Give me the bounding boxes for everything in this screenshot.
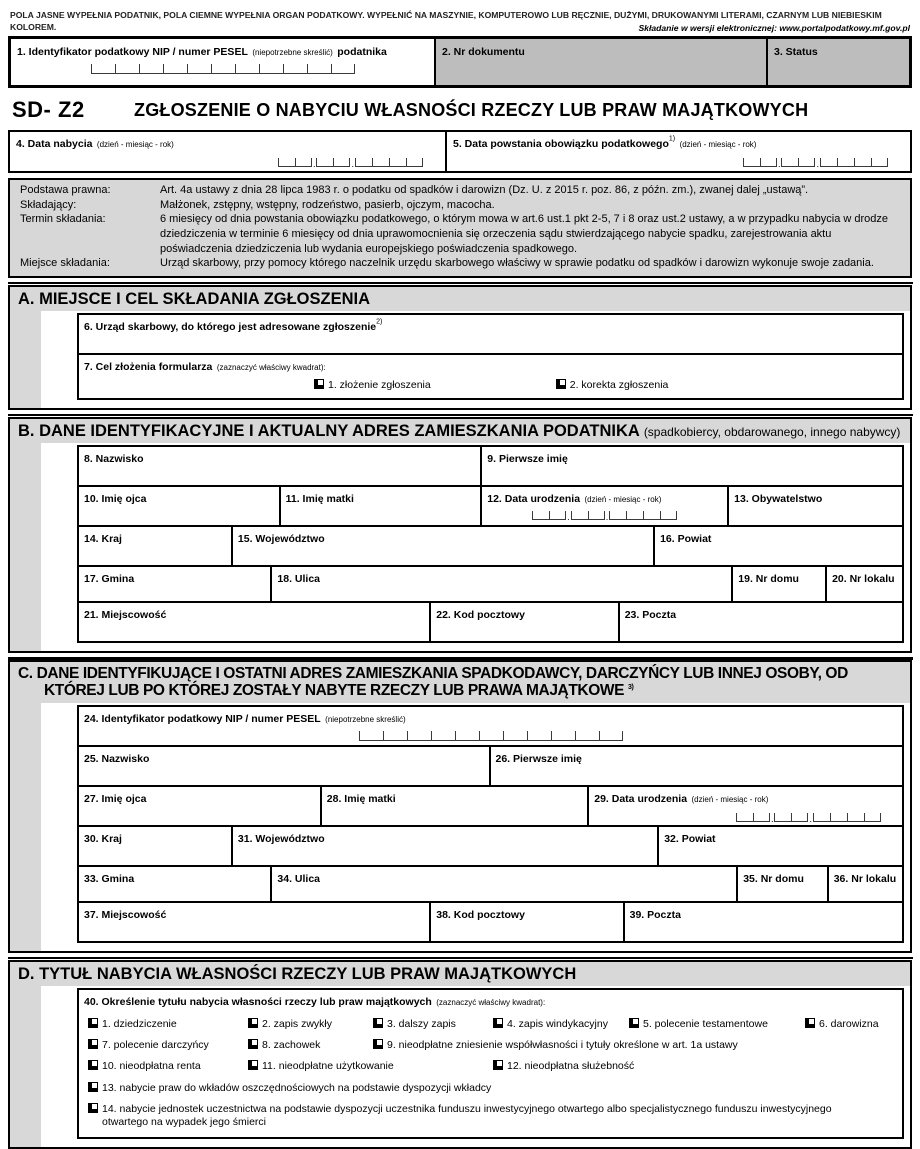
- field-7-note: (zaznaczyć właściwy kwadrat):: [216, 363, 326, 373]
- option-label: 2. korekta zgłoszenia: [569, 379, 669, 392]
- identification-row: [8, 36, 912, 88]
- legal-info-row: [20, 183, 900, 198]
- field-13-obywatelstwo[interactable]: [729, 487, 902, 525]
- dates-row: [8, 130, 912, 173]
- checkbox-zachowek[interactable]: [248, 1039, 258, 1049]
- field-25-nazwisko[interactable]: [79, 747, 491, 785]
- field-24-note: (niepotrzebne skreślić): [325, 714, 406, 724]
- option-polecenie-testamentowe[interactable]: [629, 1018, 805, 1031]
- field-1-note: (niepotrzebne skreślić): [252, 48, 333, 58]
- checkbox-nieodplatna-renta[interactable]: [88, 1060, 98, 1070]
- field-1-nip-pesel[interactable]: [11, 39, 436, 85]
- legal-info-text: Art. 4a ustawy z dnia 28 lipca 1983 r. o podatku od spadków i darowizn (Dz. U. z 2015 r. poz. 86, z późn. zm.), zwanej dalej „ustawą”.: [160, 184, 809, 197]
- section-c-title: C. DANE IDENTYFIKUJĄCE I OSTATNI ADRES ZAMIESZKANIA SPADKODAWCY, DARCZYŃCY LUB INNEJ OSOBY, OD KTÓREJ LUB PO KTÓREJ ZOSTAŁY NABYTE RZECZY LUB PRAWA MAJĄTKOWE: [18, 665, 848, 700]
- option-label: 1. dziedziczenie: [102, 1018, 177, 1031]
- legal-info-label: Miejsce składania:: [20, 257, 110, 270]
- field-16-label: 16. Powiat: [660, 533, 712, 545]
- field-12-data-urodzenia[interactable]: [482, 487, 729, 525]
- section-b: [8, 417, 912, 653]
- field-20-label: 20. Nr lokalu: [832, 573, 895, 585]
- section-b-body: [10, 443, 910, 651]
- field-3-status: [768, 39, 909, 85]
- option-darowizna[interactable]: [805, 1018, 879, 1031]
- legal-info-label: Podstawa prawna:: [20, 184, 111, 197]
- field-27-imie-ojca[interactable]: [79, 787, 322, 825]
- field-18-ulica[interactable]: [272, 567, 733, 601]
- section-c-body: [10, 703, 910, 951]
- legal-info-text: Małżonek, zstępny, wstępny, rodzeństwo, pasierb, ojczym, macocha.: [160, 198, 495, 211]
- checkbox-dalszy-zapis[interactable]: [373, 1018, 383, 1028]
- option-label: 4. zapis windykacyjny: [507, 1018, 608, 1031]
- checkbox-polecenie-testamentowe[interactable]: [629, 1018, 639, 1028]
- field-29-data-urodzenia[interactable]: [589, 787, 902, 825]
- field-4-date-comb-input[interactable]: . .: [278, 158, 423, 167]
- field-10-imie-ojca[interactable]: [79, 487, 281, 525]
- field-29-date-comb-input[interactable]: . .: [736, 813, 881, 822]
- option-label: 8. zachowek: [262, 1039, 321, 1052]
- field-40-note: (zaznaczyć właściwy kwadrat):: [436, 998, 546, 1008]
- checkbox-wklady-oszczednosciowe[interactable]: [88, 1082, 98, 1092]
- option-label: 12. nieodpłatna służebność: [507, 1060, 635, 1073]
- field-26-pierwsze-imie[interactable]: [491, 747, 903, 785]
- option-zniesienie-wspolwlasnosci[interactable]: [373, 1039, 738, 1052]
- field-6-label: 6. Urząd skarbowy, do którego jest adresowane zgłoszenie: [84, 321, 377, 334]
- checkbox-nieodplatne-uzytkowanie[interactable]: [248, 1060, 258, 1070]
- option-polecenie-darczyncy[interactable]: [88, 1039, 248, 1052]
- section-a: [8, 285, 912, 410]
- field-34-ulica[interactable]: [272, 867, 738, 901]
- option-wklady-oszczednosciowe[interactable]: [88, 1082, 491, 1095]
- field-22-label: 22. Kod pocztowy: [436, 609, 525, 621]
- field-38-kod-pocztowy[interactable]: [431, 903, 624, 941]
- option-label: 3. dalszy zapis: [387, 1018, 456, 1031]
- field-12-label: 12. Data urodzenia: [487, 493, 581, 505]
- option-korekta-zgloszenia[interactable]: [556, 379, 669, 392]
- option-nieodplatna-sluzebnosc[interactable]: [493, 1060, 634, 1073]
- field-11-label: 11. Imię matki: [285, 493, 354, 505]
- checkbox-polecenie-darczyncy[interactable]: [88, 1039, 98, 1049]
- field-15-wojewodztwo[interactable]: [233, 527, 655, 565]
- efiling-note: Składanie w wersji elektronicznej: www.portalpodatkowy.mf.gov.pl: [638, 23, 910, 34]
- section-a-header: A. MIEJSCE I CEL SKŁADANIA ZGŁOSZENIA: [10, 287, 910, 311]
- field-18-label: 18. Ulica: [277, 573, 321, 585]
- field-39-poczta[interactable]: [625, 903, 902, 941]
- field-12-date-comb-input[interactable]: . .: [532, 511, 677, 520]
- option-label: 1. złożenie zgłoszenia: [328, 379, 431, 392]
- section-a-body: [10, 311, 910, 407]
- field-1-label: 1. Identyfikator podatkowy NIP / numer PESEL: [17, 46, 248, 59]
- option-dalszy-zapis[interactable]: [373, 1018, 493, 1031]
- checkbox-jednostki-uczestnictwa[interactable]: [88, 1103, 98, 1113]
- option-label: 10. nieodpłatna renta: [102, 1060, 201, 1073]
- fill-instructions-text: POLA JASNE WYPEŁNIA PODATNIK, POLA CIEMNE WYPEŁNIA ORGAN PODATKOWY. WYPEŁNIĆ NA MASZYNIE, KOMPUTEROWO LUB RĘCZNIE, DUŻYMI, DRUKOWANYMI LITERAMI, CZARNYM LUB NIEBIESKIM KOLOREM.: [10, 10, 882, 32]
- field-9-pierwsze-imie[interactable]: [482, 447, 902, 485]
- field-4-note: (dzień - miesiąc - rok): [96, 140, 174, 150]
- field-5-label: 5. Data powstania obowiązku podatkowego: [453, 138, 669, 151]
- field-1-suffix: podatnika: [337, 46, 387, 59]
- legal-info-row: [20, 212, 900, 256]
- field-3-label: 3. Status: [774, 46, 818, 59]
- field-5-footnote-ref: 1): [668, 135, 676, 143]
- option-zapis-windykacyjny[interactable]: [493, 1018, 629, 1031]
- field-38-label: 38. Kod pocztowy: [436, 908, 525, 921]
- field-27-label: 27. Imię ojca: [84, 792, 147, 805]
- field-21-label: 21. Miejscowość: [84, 609, 167, 621]
- checkbox-korekta-zgloszenia[interactable]: [556, 379, 566, 389]
- option-dziedziczenie[interactable]: [88, 1018, 248, 1031]
- field-35-label: 35. Nr domu: [743, 872, 804, 885]
- field-33-gmina[interactable]: [79, 867, 272, 901]
- section-d: [8, 960, 912, 1149]
- section-d-body: [10, 986, 910, 1147]
- option-zachowek[interactable]: [248, 1039, 373, 1052]
- nip-pesel-comb-input[interactable]: [91, 64, 355, 74]
- field-20-nr-lokalu[interactable]: [827, 567, 902, 601]
- form-code: SD- Z2: [12, 97, 85, 123]
- field-17-label: 17. Gmina: [84, 573, 135, 585]
- field-30-kraj[interactable]: [79, 827, 233, 865]
- field-30-label: 30. Kraj: [84, 832, 122, 845]
- field-8-nazwisko[interactable]: [79, 447, 482, 485]
- field-32-powiat[interactable]: [659, 827, 902, 865]
- field-5-data-obowiazku[interactable]: [447, 132, 910, 171]
- option-label: 7. polecenie darczyńcy: [102, 1039, 209, 1052]
- field-37-label: 37. Miejscowość: [84, 908, 167, 921]
- form-title-row: [8, 88, 912, 130]
- field-4-label: 4. Data nabycia: [16, 138, 93, 151]
- checkbox-zapis-windykacyjny[interactable]: [493, 1018, 503, 1028]
- field-31-label: 31. Województwo: [237, 832, 325, 845]
- legal-info-label: Składający:: [20, 198, 77, 211]
- section-c-footnote-ref: 3): [627, 684, 634, 692]
- field-12-note: (dzień - miesiąc - rok): [584, 495, 662, 504]
- legal-info-box: [8, 178, 912, 278]
- option-label: 14. nabycie jednostek uczestnictwa na podstawie dyspozycji uczestnika funduszu inwestycyjnego otwartego albo specjalistycznego funduszu inwestycyjnego otwartego na wypadek jego śmierci: [102, 1102, 832, 1128]
- field-14-label: 14. Kraj: [84, 533, 122, 545]
- field-24-comb-input[interactable]: [359, 731, 623, 741]
- field-33-label: 33. Gmina: [84, 872, 135, 885]
- legal-info-row: [20, 256, 900, 271]
- field-26-label: 26. Pierwsze imię: [495, 752, 582, 765]
- field-6-urzad-skarbowy[interactable]: [79, 315, 902, 353]
- field-15-label: 15. Województwo: [237, 533, 325, 545]
- legal-info-text: Urząd skarbowy, przy pomocy którego naczelnik urzędu skarbowego właściwy w sprawie podatku od spadków i darowizn wykonuje swoje zadania.: [160, 257, 874, 270]
- field-16-powiat[interactable]: [655, 527, 902, 565]
- form-instructions: [10, 10, 910, 33]
- field-21-miejscowosc[interactable]: [79, 603, 431, 641]
- option-nieodplatne-uzytkowanie[interactable]: [248, 1060, 493, 1073]
- section-c-header: [10, 662, 910, 703]
- option-zlozenie-zgloszenia[interactable]: [314, 379, 431, 392]
- field-9-label: 9. Pierwsze imię: [487, 453, 568, 465]
- legal-info-label: Termin składania:: [20, 213, 106, 226]
- checkbox-nieodplatna-sluzebnosc[interactable]: [493, 1060, 503, 1070]
- field-2-nr-dokumentu: [436, 39, 768, 85]
- field-29-note: (dzień - miesiąc - rok): [691, 794, 769, 804]
- field-2-label: 2. Nr dokumentu: [442, 46, 525, 59]
- field-35-nr-domu[interactable]: [738, 867, 829, 901]
- field-4-data-nabycia[interactable]: [10, 132, 447, 171]
- field-31-wojewodztwo[interactable]: [233, 827, 659, 865]
- field-25-label: 25. Nazwisko: [84, 752, 150, 765]
- option-nieodplatna-renta[interactable]: [88, 1060, 248, 1073]
- field-19-nr-domu[interactable]: [733, 567, 827, 601]
- field-24-label: 24. Identyfikator podatkowy NIP / numer PESEL: [84, 712, 321, 725]
- field-23-poczta[interactable]: [620, 603, 902, 641]
- field-29-label: 29. Data urodzenia: [594, 792, 688, 805]
- field-32-label: 32. Powiat: [664, 832, 716, 845]
- field-7-cel-zlozenia: [79, 355, 902, 397]
- field-14-kraj[interactable]: [79, 527, 233, 565]
- option-label: 11. nieodpłatne użytkowanie: [262, 1060, 394, 1073]
- option-zapis-zwykly[interactable]: [248, 1018, 373, 1031]
- section-b-header: [10, 419, 910, 443]
- field-6-footnote-ref: 2): [376, 319, 383, 327]
- field-5-note: (dzień - miesiąc - rok): [679, 140, 757, 150]
- checkbox-dziedziczenie[interactable]: [88, 1018, 98, 1028]
- checkbox-darowizna[interactable]: [805, 1018, 815, 1028]
- section-b-title-note: (spadkobiercy, obdarowanego, innego nabywcy): [643, 424, 901, 439]
- field-5-date-comb-input[interactable]: . .: [743, 158, 888, 167]
- field-36-nr-lokalu[interactable]: [829, 867, 902, 901]
- field-7-label: 7. Cel złożenia formularza: [84, 361, 213, 374]
- field-37-miejscowosc[interactable]: [79, 903, 431, 941]
- field-34-label: 34. Ulica: [277, 872, 321, 885]
- option-label: 5. polecenie testamentowe: [643, 1018, 768, 1031]
- field-22-kod-pocztowy[interactable]: [431, 603, 619, 641]
- field-17-gmina[interactable]: [79, 567, 272, 601]
- section-c: [8, 660, 912, 953]
- field-28-imie-matki[interactable]: [322, 787, 589, 825]
- checkbox-zniesienie-wspolwlasnosci[interactable]: [373, 1039, 383, 1049]
- field-8-label: 8. Nazwisko: [84, 453, 144, 465]
- option-jednostki-uczestnictwa[interactable]: [88, 1103, 872, 1129]
- section-b-title: B. DANE IDENTYFIKACYJNE I AKTUALNY ADRES ZAMIESZKANIA PODATNIKA: [18, 421, 640, 440]
- field-39-label: 39. Poczta: [629, 908, 681, 921]
- field-36-label: 36. Nr lokalu: [833, 872, 897, 885]
- field-28-label: 28. Imię matki: [326, 792, 396, 805]
- option-label: 2. zapis zwykły: [262, 1018, 333, 1031]
- checkbox-zapis-zwykly[interactable]: [248, 1018, 258, 1028]
- field-19-label: 19. Nr domu: [738, 573, 799, 585]
- field-24-nip-pesel[interactable]: [79, 707, 902, 745]
- form-title: ZGŁOSZENIE O NABYCIU WŁASNOŚCI RZECZY LUB PRAW MAJĄTKOWYCH: [134, 99, 809, 120]
- section-d-header: D. TYTUŁ NABYCIA WŁASNOŚCI RZECZY LUB PRAW MAJĄTKOWYCH: [10, 962, 910, 986]
- field-10-label: 10. Imię ojca: [84, 493, 147, 505]
- option-label: 13. nabycie praw do wkładów oszczędnościowych na podstawie dyspozycji wkładcy: [102, 1081, 492, 1094]
- legal-info-row: [20, 198, 900, 213]
- legal-info-text: 6 miesięcy od dnia powstania obowiązku podatkowego, o którym mowa w art.6 ust.1 pkt 2-5, 7 i 8 oraz ust.2 ustawy, a w przypadku nabycia w drodze dziedziczenia w terminie 6 miesięcy od dnia uprawomocnienia się orzeczenia sądu stwierdzającego nabycie spadku, zarejestrowania aktu poświadczenia dziedziczenia lub wydania europejskiego poświadczenia spadkowego.: [160, 213, 888, 255]
- field-40-tytul-nabycia: [79, 990, 902, 1137]
- field-11-imie-matki[interactable]: [281, 487, 483, 525]
- checkbox-zlozenie-zgloszenia[interactable]: [314, 379, 324, 389]
- field-13-label: 13. Obywatelstwo: [734, 493, 823, 505]
- option-label: 9. nieodpłatne zniesienie współwłasności i tytuły określone w art. 1a ustawy: [387, 1039, 738, 1052]
- field-23-label: 23. Poczta: [624, 609, 677, 621]
- field-40-label: 40. Określenie tytułu nabycia własności rzeczy lub praw majątkowych: [84, 996, 432, 1009]
- option-label: 6. darowizna: [819, 1018, 879, 1031]
